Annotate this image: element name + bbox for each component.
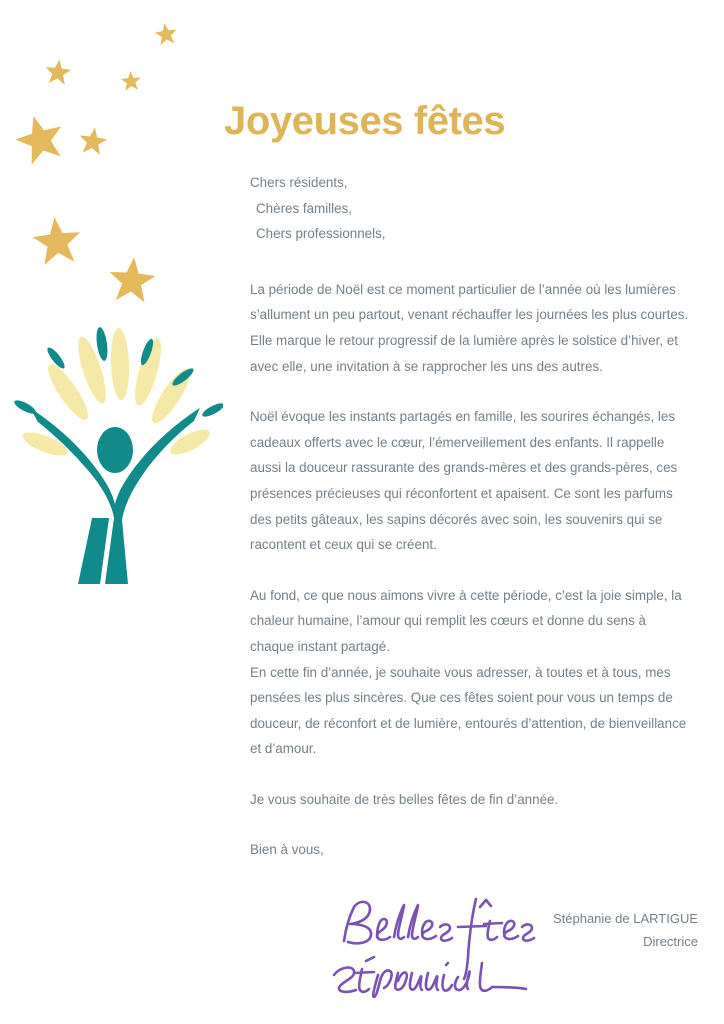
star-icon [152,20,179,47]
spacer [250,558,692,583]
spacer [250,379,692,404]
greeting-line-3: Chers professionnels, [256,226,386,242]
spacer [250,812,692,837]
star-icon [119,69,142,92]
closing-line: Bien à vous, [250,842,324,858]
greeting-line-2: Chères familles, [256,200,352,216]
paragraph-2: Noël évoque les instants partagés en famille, les sourires échangés, les cadeaux offerts avec le cœur, l’émerveillement des enfants. Il rappelle aussi la douceur rassurante des grands-mères et des grands-pères, ces présences précieuses qui réconfortent et apaisent. Ce sont les parfums des petits gâteaux, les sapins décorés avec soin, les souvenirs qui se racontent et ceux qui se créent. [250,409,678,553]
paragraph-3b: En cette fin d’année, je souhaite vous adresser, à toutes et à tous, mes pensées les plus sincères. Que ces fêtes soient pour vous un temps de douceur, de réconfort et de lumière, entourés d’attention, de bienveillance et d’amour. [250,664,687,757]
spacer [250,762,692,787]
paragraph-1: La période de Noël est ce moment particulier de l’année où les lumières s’allument un peu partout, venant réchauffer les journées les plus courtes. Elle marque le retour progressif de la lumière après le solstice d’hiver, et avec elle, une invitation à se rapprocher les uns des autres. [250,281,689,374]
star-icon [76,124,110,158]
star-icon [105,253,159,307]
decorative-stars [0,0,250,330]
star-icon [28,212,85,269]
spacer [250,247,692,277]
signature-block [330,893,698,1003]
greeting-line-1: Chers résidents, [250,175,348,190]
page-title: Joyeuses fêtes [224,99,506,143]
tree-person-logo [8,322,223,597]
star-icon-large-clipped [6,102,73,176]
letter-body [250,170,692,863]
paragraph-3a: Au fond, ce que nous aimons vivre à cette période, c’est la joie simple, la chaleur humaine, l’amour qui remplit les cœurs et donne du sens à chaque instant partagé. [250,587,682,654]
signer-role: Directrice [643,934,698,949]
signer-name: Stéphanie de LARTIGUE [552,911,698,926]
star-icon [43,57,74,88]
paragraph-4: Je vous souhaite de très belles fêtes de fin d’année. [250,791,559,807]
signer-details [508,907,698,953]
